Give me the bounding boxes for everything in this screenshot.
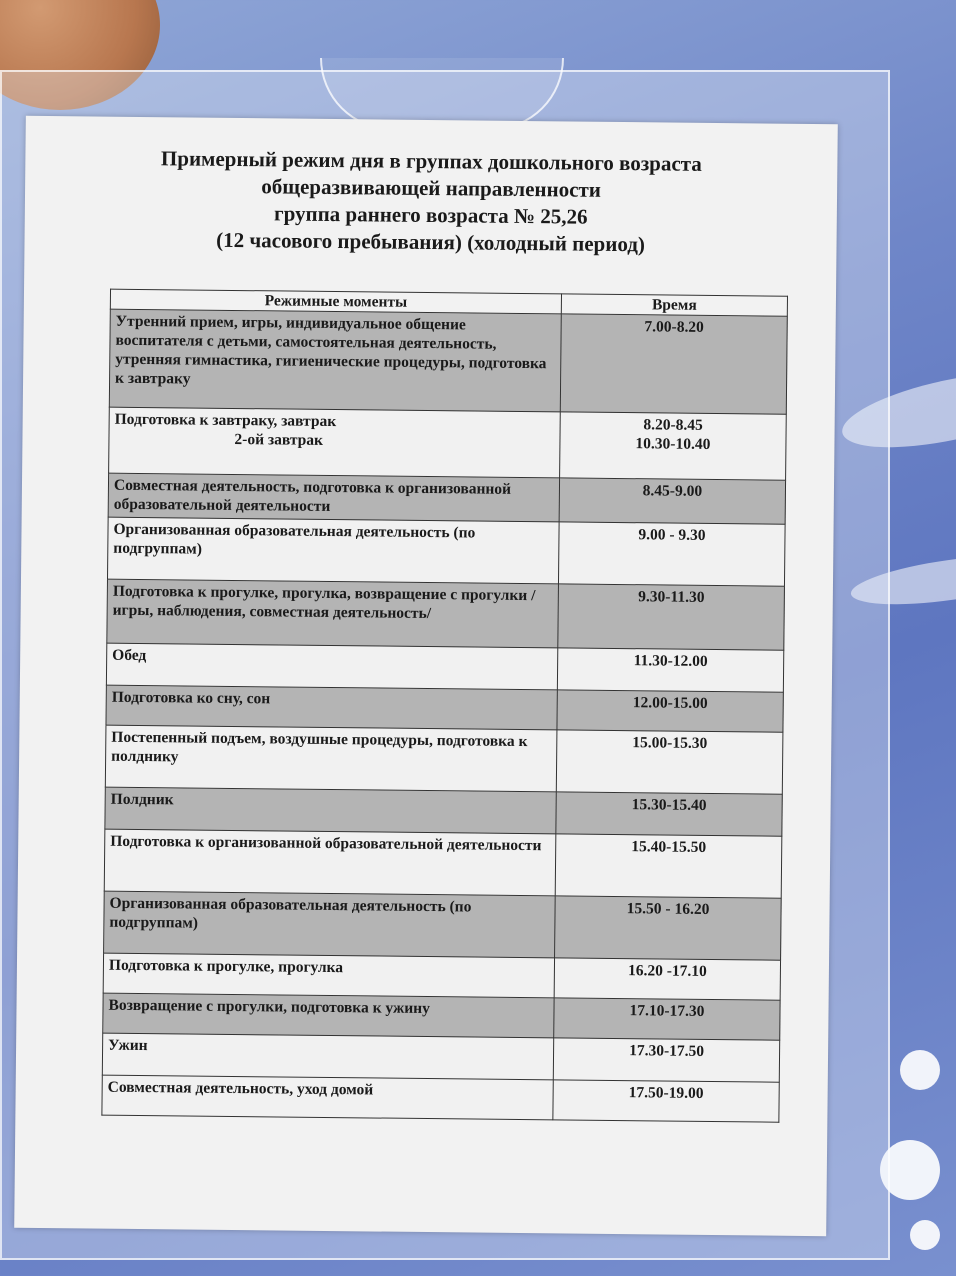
background-dot-decoration [910, 1220, 940, 1250]
time-cell: 16.20 -17.10 [554, 958, 780, 1000]
time-cell: 9.00 - 9.30 [558, 522, 785, 586]
time-cell: 15.50 - 16.20 [555, 896, 782, 960]
table-row [104, 891, 782, 960]
activity-cell: Возвращение с прогулки, подготовка к ужину [103, 993, 554, 1038]
activity-cell: Подготовка к прогулке, прогулка [103, 953, 554, 998]
table-row [106, 685, 783, 732]
time-cell: 15.40-15.50 [555, 834, 782, 898]
table-row [109, 309, 787, 414]
activity-cell: Обед [106, 643, 557, 690]
activity-cell: Подготовка ко сну, сон [106, 685, 557, 730]
column-header-activity: Режимные моменты [110, 289, 561, 314]
time-text: 10.30-10.40 [635, 435, 711, 453]
activity-cell: Постепенный подъем, воздушные процедуры, подготовка к полднику [105, 725, 557, 792]
table-row [102, 1075, 779, 1122]
activity-cell: Совместная деятельность, подготовка к организованной образовательной деятельности [108, 473, 559, 522]
column-header-time: Время [561, 294, 787, 316]
time-cell: 8.45-9.00 [559, 478, 785, 524]
activity-cell: Подготовка к прогулке, прогулка, возвращение с прогулки /игры, наблюдения, совместная деятельность/ [107, 579, 559, 648]
time-cell: 11.30-12.00 [557, 648, 783, 692]
time-cell [560, 412, 787, 480]
document-title [24, 144, 837, 260]
table-row [102, 1033, 779, 1082]
time-cell: 17.10-17.30 [554, 998, 780, 1040]
time-cell: 15.30-15.40 [556, 792, 782, 836]
activity-text: 2-ой завтрак [234, 430, 324, 449]
table-row [105, 787, 782, 836]
time-cell: 17.50-19.00 [553, 1080, 779, 1122]
table-row [109, 407, 787, 480]
title-line: группа раннего возраста № 25,26 [273, 201, 588, 229]
title-line: Примерный режим дня в группах дошкольного возраста [160, 146, 702, 176]
table-row [107, 579, 785, 650]
activity-cell: Ужин [102, 1033, 553, 1080]
title-line: общеразвивающей направленности [261, 174, 602, 202]
time-text: 8.20-8.45 [643, 416, 703, 434]
activity-cell: Полдник [105, 787, 556, 834]
table-row [103, 993, 780, 1040]
activity-text: Подготовка к завтраку, завтрак [114, 410, 337, 431]
activity-cell: Совместная деятельность, уход домой [102, 1075, 553, 1120]
time-cell: 17.30-17.50 [553, 1038, 779, 1082]
activity-cell [109, 407, 561, 478]
activity-cell: Утренний прием, игры, индивидуальное общение воспитателя с детьми, самостоятельная деятельность, утренняя гимнастика, гигиенические процедуры, подготовка к завтраку [109, 309, 561, 412]
table-row [107, 517, 785, 586]
table-row [104, 829, 782, 898]
table-row [105, 725, 783, 794]
activity-cell: Подготовка к организованной образовательной деятельности [104, 829, 556, 896]
background-dot-decoration [900, 1050, 940, 1090]
table-row [106, 643, 783, 692]
time-cell: 15.00-15.30 [556, 730, 783, 794]
table-row [108, 473, 785, 524]
schedule-table [101, 289, 788, 1123]
table-row [103, 953, 780, 1000]
activity-cell: Организованная образовательная деятельность (по подгруппам) [107, 517, 559, 584]
title-line: (12 часового пребывания) (холодный период) [216, 227, 646, 257]
schedule-sheet [14, 116, 838, 1236]
time-cell: 12.00-15.00 [557, 690, 783, 732]
time-cell: 9.30-11.30 [558, 584, 785, 650]
activity-cell: Организованная образовательная деятельность (по подгруппам) [104, 891, 556, 958]
time-cell: 7.00-8.20 [560, 314, 787, 414]
